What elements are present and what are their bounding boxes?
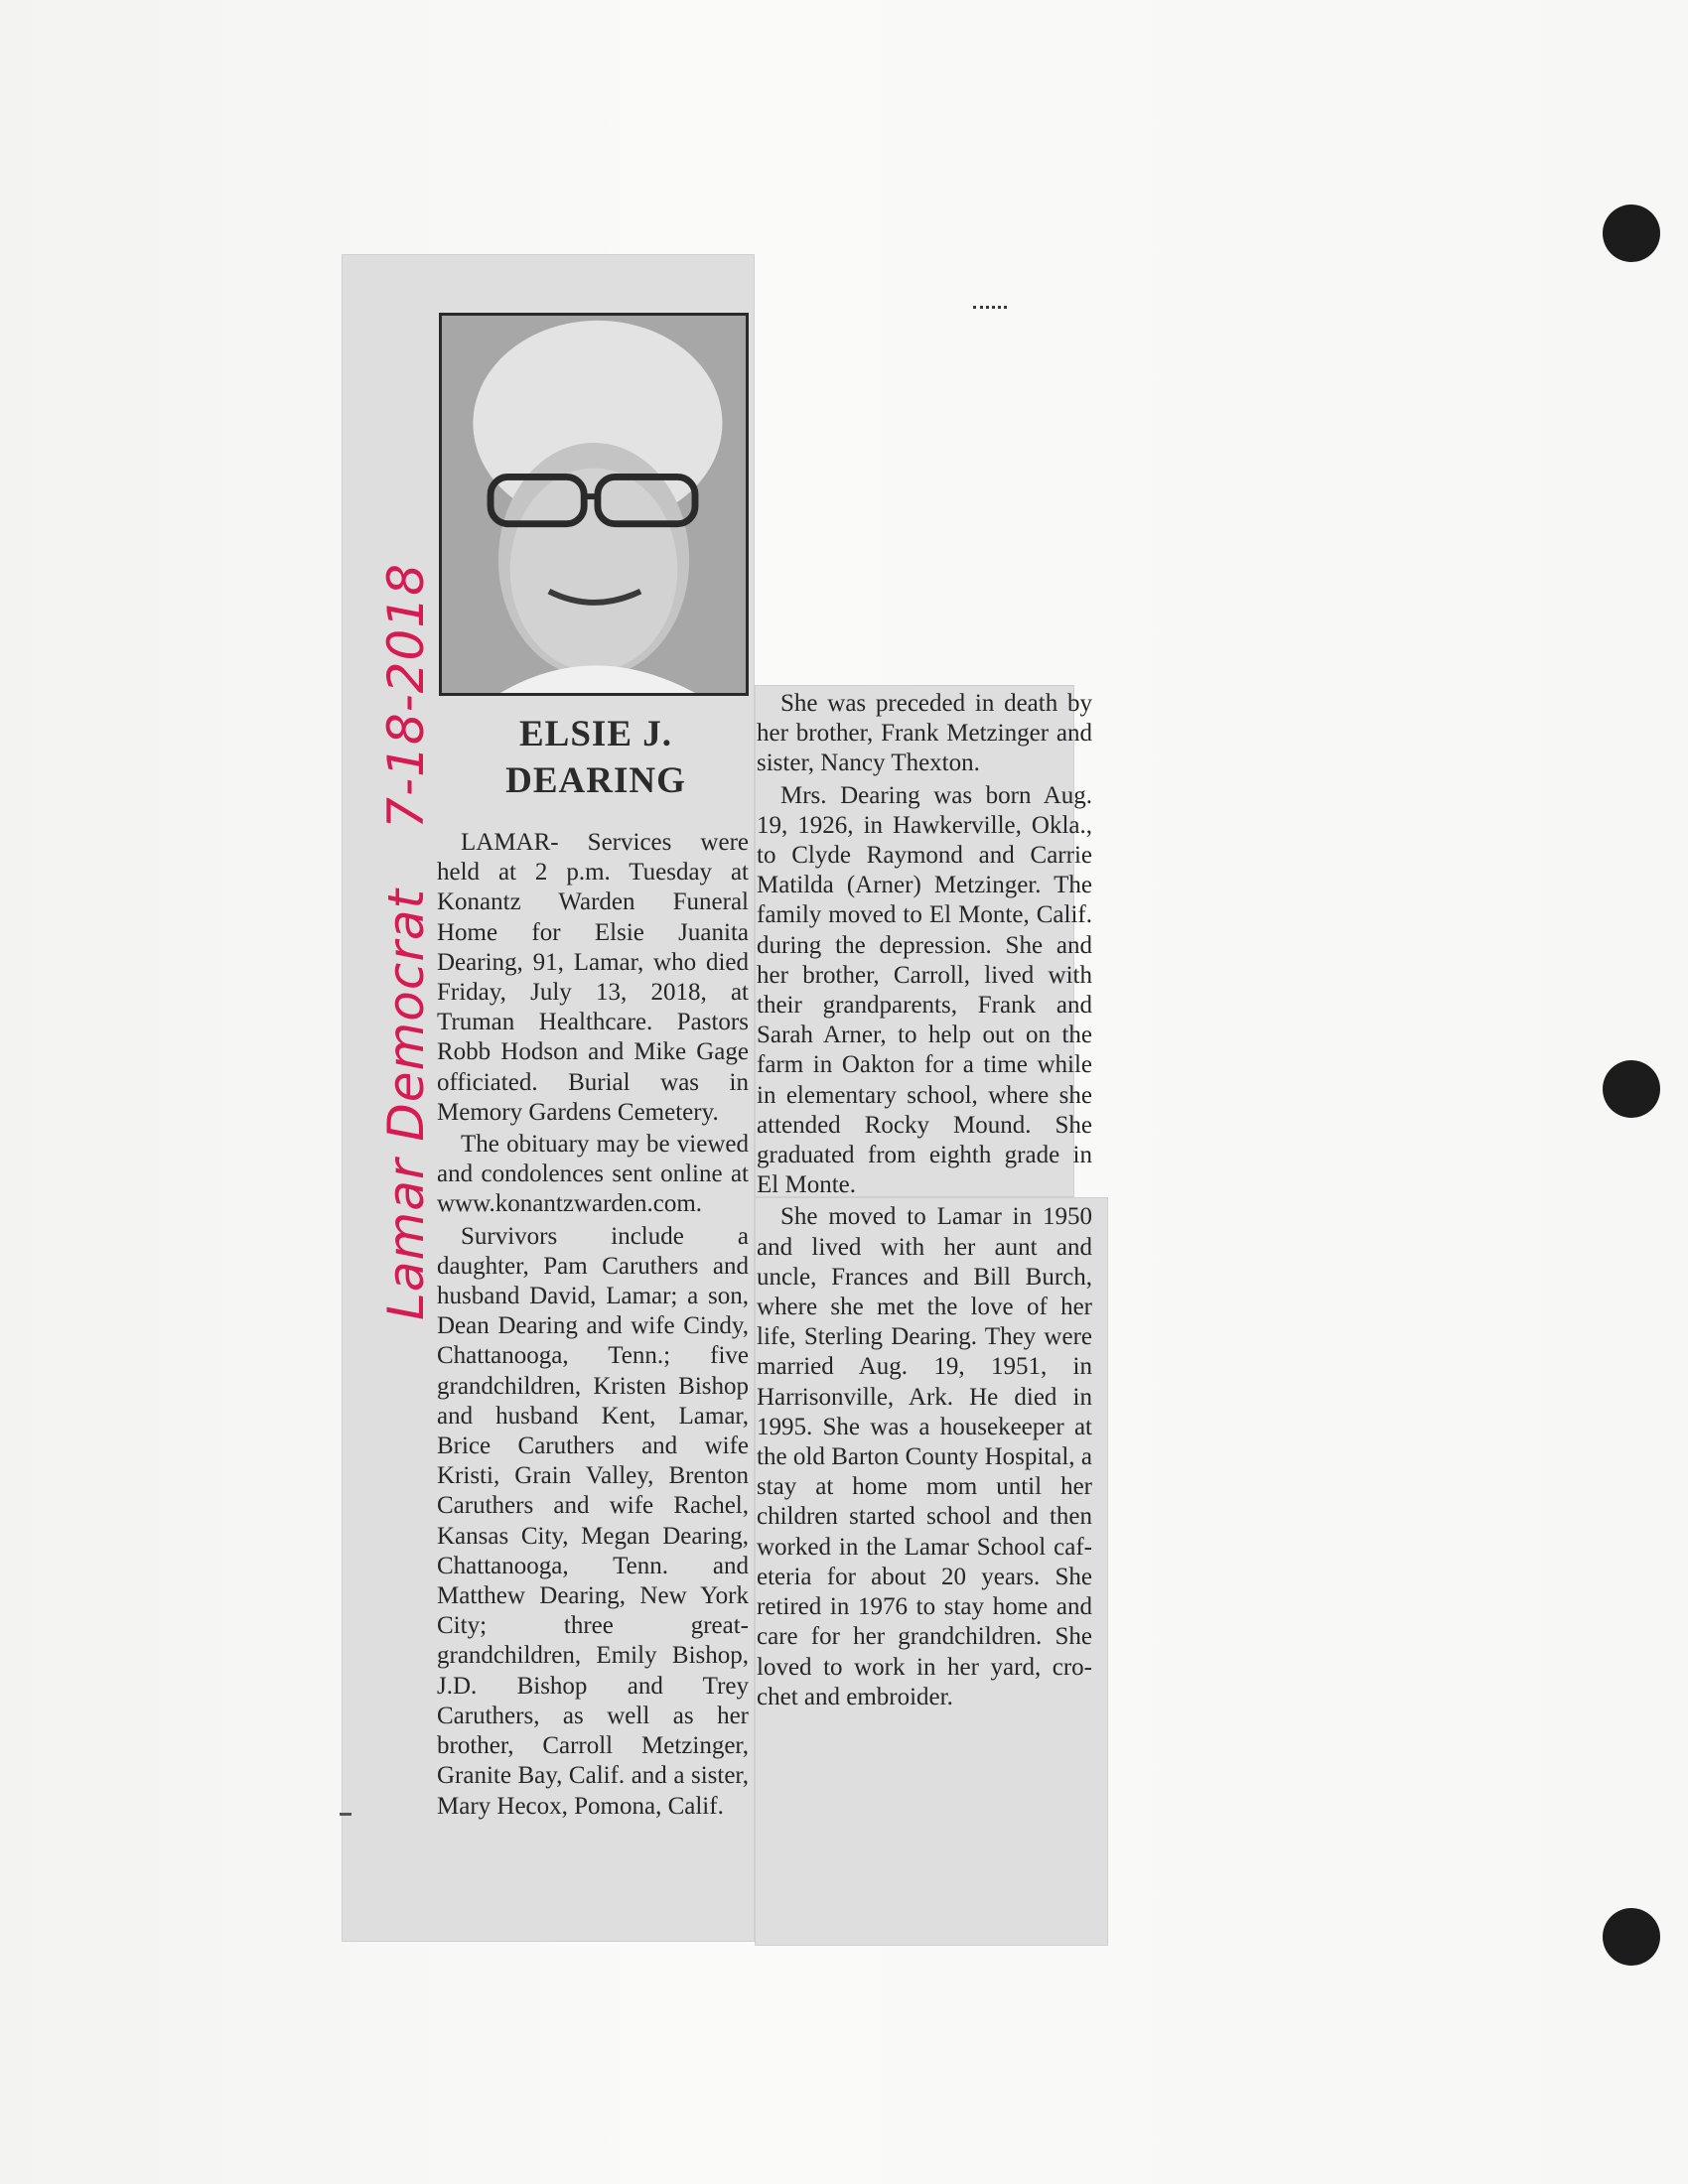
margin-dash	[340, 1813, 352, 1816]
punch-hole-icon	[1603, 1060, 1660, 1118]
handwritten-date: 7-18-2018	[377, 563, 435, 829]
punch-hole-icon	[1603, 1908, 1660, 1966]
handwritten-note	[377, 563, 435, 1320]
paragraph: The obituary may be viewed and condolences sent online at www.konantzwarden.com.	[437, 1131, 749, 1218]
obituary-left-column	[437, 828, 749, 1822]
paragraph: Survivors include a daughter, Pam Caruthers and husband David, Lamar; a son, Dean Dearing and wife Cindy, Chattanooga, Tenn.; five grandchildren, Kristen Bishop and husband Kent, Lamar, Brice Caruthers and wife Kristi, Grain Valley, Brenton Caruthers and wife Rachel, Kansas City, Megan Dearing, Chattanooga, Tenn. and Matthew Dearing, New York City; three great-grandchildren, Emily Bishop, J.D. Bishop and Trey Caruthers, as well as her brother, Carroll Metzinger, Granite Bay, Calif. and a sister, Mary Hecox, Pomona, Calif.	[437, 1222, 749, 1820]
paragraph: Mrs. Dearing was born Aug. 19, 1926, in Hawkerville, Okla., to Clyde Raymond and Carrie Matilda (Arner) Metzinger. The family moved to El Monte, Calif. during the depression. She and her brother, Carroll, lived with their grandparents, Frank and Sarah Arner, to help out on the farm in Oakton for a time while in elementary school, where she attended Rocky Mound. She graduated from eighth grade in El Monte.	[757, 781, 1092, 1199]
paragraph: LAMAR- Services were held at 2 p.m. Tuesday at Konantz Warden Funeral Home for Elsie Juanita Dearing, 91, Lamar, who died Friday, July 13, 2018, at Truman Healthcare. Pastors Robb Hodson and Mike Gage officiated. Burial was in Memory Gardens Cemetery.	[437, 829, 749, 1126]
headline-line-2: DEARING	[505, 760, 686, 801]
paragraph: She moved to Lamar in 1950 and lived with her aunt and uncle, Frances and Bill Burch, where she met the love of her life, Sterling Dearing. They were married Aug. 19, 1951, in Harrisonville, Ark. He died in 1995. She was a housekeeper at the old Barton County Hospital, a stay at home mom until her children started school and then worked in the Lamar School cafeteria for about 20 years. She retired in 1976 to stay home and care for her grandchildren. She loved to work in her yard, crochet and embroider.	[757, 1203, 1092, 1710]
paragraph: She was preceded in death by her brother, Frank Metzinger and sister, Nancy Thexton.	[757, 690, 1092, 777]
handwritten-source: Lamar Democrat	[377, 887, 435, 1320]
obituary-headline	[441, 711, 751, 804]
portrait-photo-icon	[439, 313, 749, 696]
obituary-right-column	[757, 689, 1092, 1712]
scan-speck	[973, 306, 1007, 317]
headline-line-1: ELSIE J.	[518, 714, 672, 754]
punch-hole-icon	[1603, 205, 1660, 262]
